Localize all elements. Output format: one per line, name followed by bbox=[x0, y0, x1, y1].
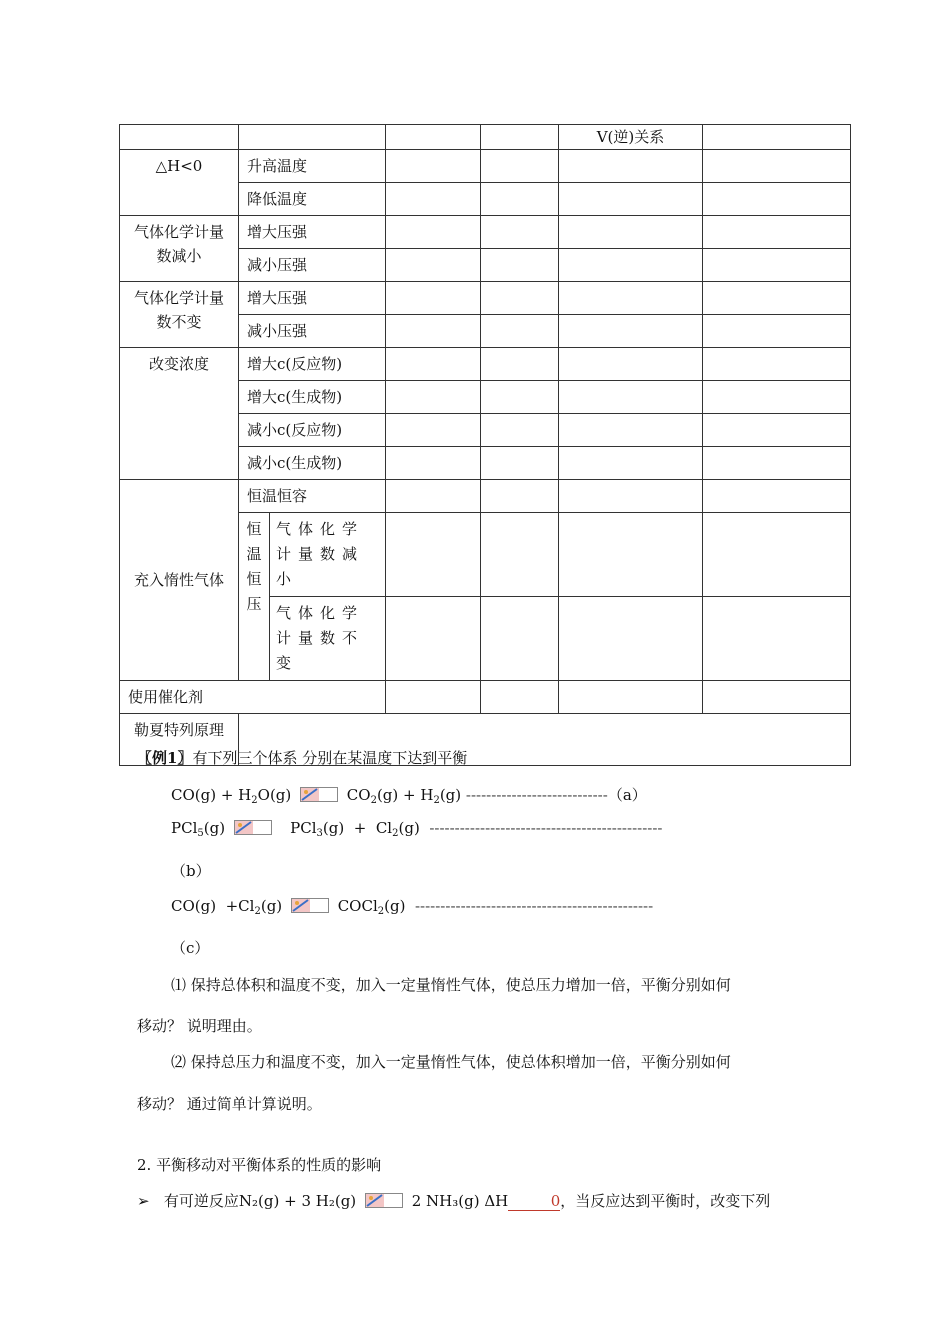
tag-c: （c） bbox=[171, 939, 210, 957]
row-gas-same: 气体化学计量数不变 bbox=[120, 282, 239, 348]
cell-raise-temp: 升高温度 bbox=[239, 150, 386, 183]
example-intro: 有下列三个体系 分别在某温度下达到平衡 bbox=[192, 749, 468, 767]
tag-b: （b） bbox=[171, 862, 211, 880]
cell-lower-temp: 降低温度 bbox=[239, 183, 386, 216]
cell-increase-pressure-2: 增大压强 bbox=[239, 282, 386, 315]
row-catalyst: 使用催化剂 bbox=[120, 681, 386, 714]
tag-a: （a） bbox=[607, 786, 647, 804]
question-1-line1: ⑴ 保持总体积和温度不变，加入一定量惰性气体，使总压力增加一倍，平衡分别如何 bbox=[171, 976, 731, 994]
cell-const-pressure bbox=[239, 513, 270, 681]
dash-c: ----------------------------------------------- bbox=[414, 897, 654, 915]
const-pressure-label: 恒温恒压 bbox=[246, 520, 262, 613]
row-gas-decrease: 气体化学计量数减小 bbox=[120, 216, 239, 282]
cell-conc-1: 增大c(反应物) bbox=[239, 348, 386, 381]
cell-increase-pressure: 增大压强 bbox=[239, 216, 386, 249]
section-2-title: 2. 平衡移动对平衡体系的性质的影响 bbox=[137, 1156, 382, 1174]
example-heading bbox=[137, 747, 467, 768]
cell-conc-3: 减小c(反应物) bbox=[239, 414, 386, 447]
cell-conc-4: 减小c(生成物) bbox=[239, 447, 386, 480]
row-concentration: 改变浓度 bbox=[120, 348, 239, 480]
condition-table bbox=[119, 124, 851, 766]
equation-c: $CO(g) +Cl_2(g)$ COCl$_2$(g) ----------------------------------------------- bbox=[171, 897, 654, 917]
equilibrium-arrow-icon bbox=[365, 1193, 403, 1208]
cell-conc-2: 增大c(生成物) bbox=[239, 381, 386, 414]
question-1-line2: 移动？ 说明理由。 bbox=[137, 1017, 262, 1035]
cell-decrease-pressure-2: 减小压强 bbox=[239, 315, 386, 348]
equilibrium-arrow-icon bbox=[234, 820, 272, 835]
equation-b: PCl$_5$(g) $PCl_3(g) + Cl_2(g)$ ---------------------------------------------- bbox=[171, 819, 663, 839]
dash-b: ---------------------------------------------- bbox=[429, 819, 663, 837]
header-v-reverse: V(逆)关系 bbox=[559, 125, 703, 150]
reaction-text-mid: 2 NH₃(g) ΔH bbox=[411, 1192, 509, 1210]
cell-decrease-pressure: 减小压强 bbox=[239, 249, 386, 282]
bullet-icon: ➢ bbox=[137, 1192, 150, 1210]
equilibrium-arrow-icon bbox=[291, 898, 329, 913]
question-2-line1: ⑵ 保持总压力和温度不变，加入一定量惰性气体，使总体积增加一倍，平衡分别如何 bbox=[171, 1053, 731, 1071]
equilibrium-arrow-icon bbox=[300, 787, 338, 802]
row-inert-gas: 充入惰性气体 bbox=[120, 480, 239, 681]
question-2-line2: 移动？ 通过简单计算说明。 bbox=[137, 1095, 322, 1113]
delta-h-blank: 0 bbox=[508, 1192, 560, 1211]
row-lechatelier: 勒夏特列原理 bbox=[120, 714, 239, 766]
cell-inert-gas-same: 气体化学计量数不变 bbox=[270, 597, 386, 681]
reaction-text-before: 有可逆反应N₂(g) + 3 H₂(g) bbox=[163, 1192, 357, 1210]
row-dh: △H<0 bbox=[120, 150, 239, 216]
equation-a: $CO(g) + H_2O(g) CO_2(g) + H_2(g)$ ----------------------------（a） bbox=[171, 786, 647, 806]
example-title: 〖例1〗 bbox=[137, 749, 193, 767]
dash-a: ---------------------------- bbox=[465, 786, 608, 804]
cell-inert-gas-decrease: 气体化学计量数减小 bbox=[270, 513, 386, 597]
reaction-text-after: ，当反应达到平衡时，改变下列 bbox=[560, 1192, 771, 1210]
section-2-statement bbox=[137, 1190, 770, 1211]
cell-const-volume: 恒温恒容 bbox=[239, 480, 386, 513]
